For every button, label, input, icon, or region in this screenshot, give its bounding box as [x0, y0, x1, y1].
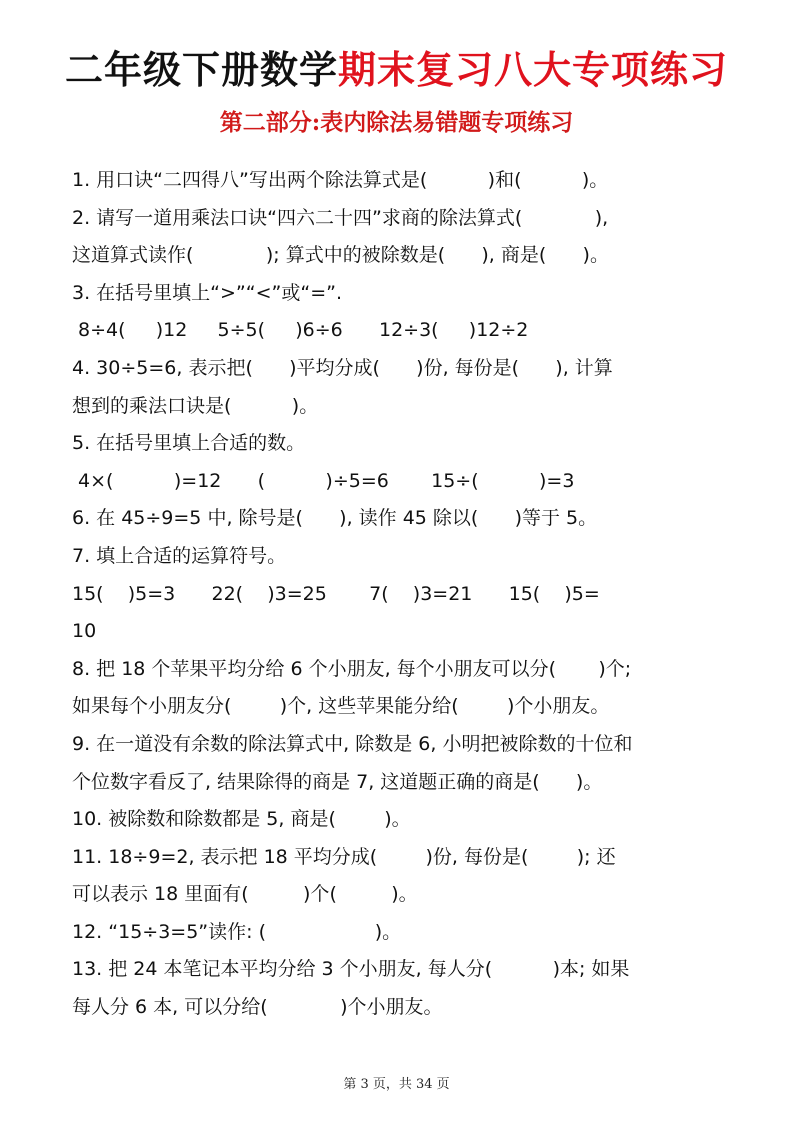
exercise-line: 12. “15÷3=5”读作: ( )。: [72, 920, 402, 943]
exercise-line: 11. 18÷9=2, 表示把 18 平均分成( )份, 每份是( ); 还: [72, 845, 616, 868]
exercise-line: 个位数字看反了, 结果除得的商是 7, 这道题正确的商是( )。: [72, 770, 603, 793]
exercise-line: 想到的乘法口诀是( )。: [72, 394, 319, 417]
exercise-line: 10. 被除数和除数都是 5, 商是( )。: [72, 808, 411, 831]
title-topic: 期末复习八大专项练习: [338, 48, 729, 92]
exercise-line: 2. 请写一道用乘法口诀“四六二十四”求商的除法算式( ),: [72, 206, 609, 229]
exercise-line: 每人分 6 本, 可以分给( )个小朋友。: [72, 996, 443, 1019]
exercise-line: 10: [72, 620, 97, 643]
exercise-line: 6. 在 45÷9=5 中, 除号是( ), 读作 45 除以( )等于 5。: [72, 507, 598, 530]
exercise-line: 可以表示 18 里面有( )个( )。: [72, 883, 418, 906]
exercise-line: 如果每个小朋友分( )个, 这些苹果能分给( )个小朋友。: [72, 695, 610, 718]
title-grade: 二年级下册数学: [64, 48, 338, 92]
page-footer: 第 3 页，共 34 页: [343, 1077, 450, 1092]
exercise-line: 9. 在一道没有余数的除法算式中, 除数是 6, 小明把被除数的十位和: [72, 732, 633, 755]
exercise-line: 15( )5=3 22( )3=25 7( )3=21 15( )5=: [72, 582, 600, 605]
exercise-line: 7. 填上合适的运算符号。: [72, 544, 287, 567]
exercise-line: 3. 在括号里填上“>”“<”或“=”.: [72, 281, 343, 304]
exercise-line: 8÷4( )12 5÷5( )6÷6 12÷3( )12÷2: [72, 319, 529, 342]
section-subtitle: 第二部分:表内除法易错题专项练习: [219, 109, 574, 136]
exercise-line: 4×( )=12 ( )÷5=6 15÷( )=3: [72, 469, 575, 492]
exercise-line: 1. 用口诀“二四得八”写出两个除法算式是( )和( )。: [72, 169, 609, 191]
exercise-line: 5. 在括号里填上合适的数。: [72, 432, 306, 455]
exercise-list: [72, 162, 732, 1027]
exercise-line: 4. 30÷5=6, 表示把( )平均分成( )份, 每份是( ), 计算: [72, 356, 613, 379]
exercise-line: 13. 把 24 本笔记本平均分给 3 个小朋友, 每人分( )本; 如果: [72, 958, 630, 981]
page-title: [0, 44, 793, 96]
exercise-line: 这道算式读作( ); 算式中的被除数是( ), 商是( )。: [72, 244, 609, 267]
exercise-line: 8. 把 18 个苹果平均分给 6 个小朋友, 每个小朋友可以分( )个;: [72, 657, 632, 680]
